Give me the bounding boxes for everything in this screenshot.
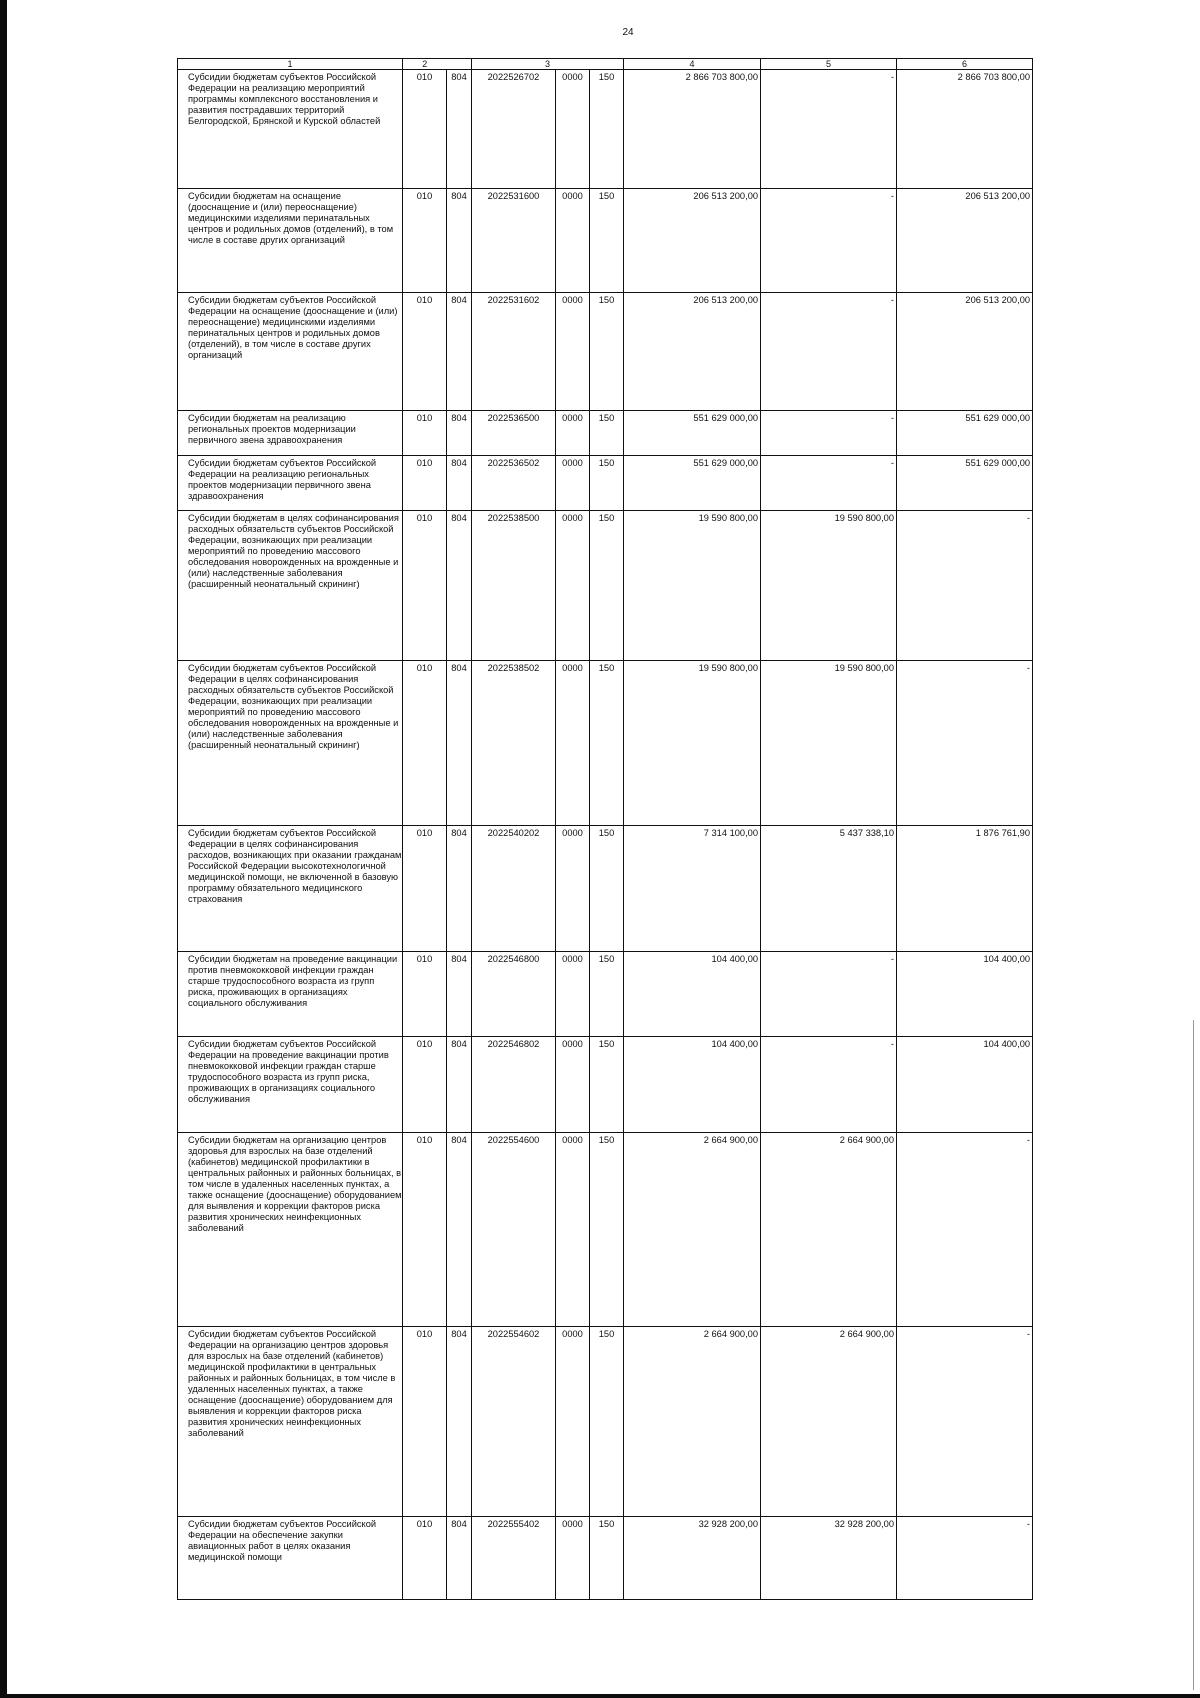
row-code-glava: 010 bbox=[403, 826, 447, 952]
row-name: Субсидии бюджетам субъектов Российской Федерации на проведение вакцинации против пневмококковой инфекции граждан старше трудоспособного возраста из групп риска, проживающих в организациях социального обслуживания bbox=[178, 1037, 403, 1133]
table-row bbox=[178, 511, 1033, 661]
row-value-4: 206 513 200,00 bbox=[624, 189, 761, 293]
row-code-admin: 804 bbox=[447, 511, 472, 661]
table-row bbox=[178, 456, 1033, 511]
row-value-5: - bbox=[761, 411, 897, 456]
row-code-admin: 804 bbox=[447, 1133, 472, 1327]
header-cell-3: 3 bbox=[472, 59, 624, 70]
page-number: 24 bbox=[622, 27, 634, 38]
row-value-4: 32 928 200,00 bbox=[624, 1517, 761, 1600]
header-cell-6: 6 bbox=[897, 59, 1033, 70]
row-code-program: 0000 bbox=[556, 293, 590, 411]
row-code-glava: 010 bbox=[403, 1327, 447, 1517]
row-code-ekr: 150 bbox=[590, 411, 624, 456]
scan-right-edge bbox=[1193, 1020, 1194, 1690]
row-code-glava: 010 bbox=[403, 1037, 447, 1133]
row-value-6: - bbox=[897, 1327, 1033, 1517]
row-code-kbk: 2022526702 bbox=[472, 70, 556, 189]
row-value-5: 19 590 800,00 bbox=[761, 511, 897, 661]
row-value-6: 206 513 200,00 bbox=[897, 189, 1033, 293]
row-code-ekr: 150 bbox=[590, 293, 624, 411]
row-code-ekr: 150 bbox=[590, 952, 624, 1037]
row-code-admin: 804 bbox=[447, 1327, 472, 1517]
row-code-ekr: 150 bbox=[590, 1133, 624, 1327]
row-value-5: - bbox=[761, 1037, 897, 1133]
table-body bbox=[178, 70, 1033, 1600]
row-code-admin: 804 bbox=[447, 189, 472, 293]
row-code-kbk: 2022536500 bbox=[472, 411, 556, 456]
row-code-admin: 804 bbox=[447, 1037, 472, 1133]
table-row bbox=[178, 1327, 1033, 1517]
row-code-program: 0000 bbox=[556, 1517, 590, 1600]
row-code-program: 0000 bbox=[556, 411, 590, 456]
row-code-ekr: 150 bbox=[590, 1037, 624, 1133]
row-code-kbk: 2022546802 bbox=[472, 1037, 556, 1133]
row-code-kbk: 2022538500 bbox=[472, 511, 556, 661]
row-code-ekr: 150 bbox=[590, 1517, 624, 1600]
row-name: Субсидии бюджетам субъектов Российской Федерации на оснащение (дооснащение и (или) переоснащение) медицинскими изделиями перинатальных центров и родильных домов (отделений), в том числе в составе других организаций bbox=[178, 293, 403, 411]
row-value-6: 551 629 000,00 bbox=[897, 411, 1033, 456]
row-value-6: 1 876 761,90 bbox=[897, 826, 1033, 952]
row-code-ekr: 150 bbox=[590, 1327, 624, 1517]
row-value-4: 206 513 200,00 bbox=[624, 293, 761, 411]
row-code-program: 0000 bbox=[556, 189, 590, 293]
row-code-program: 0000 bbox=[556, 456, 590, 511]
row-code-ekr: 150 bbox=[590, 661, 624, 826]
row-code-admin: 804 bbox=[447, 411, 472, 456]
table-row bbox=[178, 293, 1033, 411]
row-code-kbk: 2022538502 bbox=[472, 661, 556, 826]
row-value-5: 32 928 200,00 bbox=[761, 1517, 897, 1600]
row-value-6: - bbox=[897, 1133, 1033, 1327]
table-row bbox=[178, 70, 1033, 189]
row-value-4: 104 400,00 bbox=[624, 1037, 761, 1133]
row-value-4: 104 400,00 bbox=[624, 952, 761, 1037]
row-code-admin: 804 bbox=[447, 293, 472, 411]
row-code-kbk: 2022555402 bbox=[472, 1517, 556, 1600]
row-value-4: 2 664 900,00 bbox=[624, 1133, 761, 1327]
row-name: Субсидии бюджетам субъектов Российской Федерации на реализацию региональных проектов модернизации первичного звена здравоохранения bbox=[178, 456, 403, 511]
row-code-glava: 010 bbox=[403, 456, 447, 511]
row-code-glava: 010 bbox=[403, 511, 447, 661]
row-code-ekr: 150 bbox=[590, 189, 624, 293]
scan-bottom-edge bbox=[0, 1694, 1200, 1698]
row-code-program: 0000 bbox=[556, 511, 590, 661]
row-code-glava: 010 bbox=[403, 1517, 447, 1600]
row-name: Субсидии бюджетам субъектов Российской Федерации на реализацию мероприятий программы комплексного восстановления и развития пострадавших территорий Белгородской, Брянской и Курской областей bbox=[178, 70, 403, 189]
row-value-6: 206 513 200,00 bbox=[897, 293, 1033, 411]
row-name: Субсидии бюджетам на оснащение (дооснащение и (или) переоснащение) медицинскими изделиями перинатальных центров и родильных домов (отделений), в том числе в составе других организаций bbox=[178, 189, 403, 293]
row-code-ekr: 150 bbox=[590, 511, 624, 661]
header-cell-1: 1 bbox=[178, 59, 403, 70]
row-name: Субсидии бюджетам субъектов Российской Федерации в целях софинансирования расходов, возникающих при оказании гражданам Российской Федерации высокотехнологичной медицинской помощи, не включенной в базовую программу обязательного медицинского страхования bbox=[178, 826, 403, 952]
row-code-program: 0000 bbox=[556, 1037, 590, 1133]
row-code-program: 0000 bbox=[556, 661, 590, 826]
row-value-6: - bbox=[897, 511, 1033, 661]
row-code-program: 0000 bbox=[556, 1327, 590, 1517]
row-value-5: - bbox=[761, 293, 897, 411]
row-value-6: 551 629 000,00 bbox=[897, 456, 1033, 511]
scan-left-edge bbox=[0, 0, 7, 1698]
row-code-program: 0000 bbox=[556, 826, 590, 952]
table-row bbox=[178, 661, 1033, 826]
table-row bbox=[178, 1133, 1033, 1327]
row-value-5: - bbox=[761, 952, 897, 1037]
row-name: Субсидии бюджетам на организацию центров здоровья для взрослых на базе отделений (кабинетов) медицинской профилактики в центральных районных и районных больницах, в том числе в удаленных населенных пунктах, а также оснащение (дооснащение) оборудованием для выявления и коррекции факторов риска развития хронических неинфекционных заболеваний bbox=[178, 1133, 403, 1327]
header-cell-4: 4 bbox=[624, 59, 761, 70]
row-code-glava: 010 bbox=[403, 70, 447, 189]
budget-table bbox=[177, 58, 1033, 1600]
row-value-5: 19 590 800,00 bbox=[761, 661, 897, 826]
row-code-kbk: 2022554600 bbox=[472, 1133, 556, 1327]
row-code-ekr: 150 bbox=[590, 456, 624, 511]
header-cell-2-spacer bbox=[447, 59, 472, 70]
header-row bbox=[178, 59, 1033, 70]
table-row bbox=[178, 952, 1033, 1037]
row-code-kbk: 2022554602 bbox=[472, 1327, 556, 1517]
row-value-4: 19 590 800,00 bbox=[624, 661, 761, 826]
row-value-4: 2 664 900,00 bbox=[624, 1327, 761, 1517]
row-value-5: - bbox=[761, 456, 897, 511]
row-name: Субсидии бюджетам субъектов Российской Федерации на организацию центров здоровья для взрослых на базе отделений (кабинетов) медицинской профилактики в центральных районных и районных больницах, в том числе в удаленных населенных пунктах, а также оснащение (дооснащение) оборудованием для выявления и коррекции факторов риска развития хронических неинфекционных заболеваний bbox=[178, 1327, 403, 1517]
row-code-kbk: 2022540202 bbox=[472, 826, 556, 952]
row-code-admin: 804 bbox=[447, 1517, 472, 1600]
row-code-ekr: 150 bbox=[590, 70, 624, 189]
table-row bbox=[178, 826, 1033, 952]
row-name: Субсидии бюджетам субъектов Российской Федерации в целях софинансирования расходных обязательств субъектов Российской Федерации, возникающих при реализации мероприятий по проведению массового обследования новорожденных на врожденные и (или) наследственные заболевания (расширенный неонатальный скрининг) bbox=[178, 661, 403, 826]
row-value-5: 2 664 900,00 bbox=[761, 1133, 897, 1327]
table-row bbox=[178, 1037, 1033, 1133]
row-value-5: - bbox=[761, 70, 897, 189]
row-value-4: 2 866 703 800,00 bbox=[624, 70, 761, 189]
row-name: Субсидии бюджетам в целях софинансирования расходных обязательств субъектов Российской Федерации, возникающих при реализации мероприятий по проведению массового обследования новорожденных на врожденные и (или) наследственные заболевания (расширенный неонатальный скрининг) bbox=[178, 511, 403, 661]
row-code-admin: 804 bbox=[447, 952, 472, 1037]
row-value-5: 5 437 338,10 bbox=[761, 826, 897, 952]
row-code-glava: 010 bbox=[403, 293, 447, 411]
row-value-5: - bbox=[761, 189, 897, 293]
row-name: Субсидии бюджетам на проведение вакцинации против пневмококковой инфекции граждан старше трудоспособного возраста из групп риска, проживающих в организациях социального обслуживания bbox=[178, 952, 403, 1037]
row-code-program: 0000 bbox=[556, 70, 590, 189]
row-code-kbk: 2022531602 bbox=[472, 293, 556, 411]
row-code-program: 0000 bbox=[556, 1133, 590, 1327]
row-value-4: 19 590 800,00 bbox=[624, 511, 761, 661]
row-code-admin: 804 bbox=[447, 826, 472, 952]
row-code-glava: 010 bbox=[403, 189, 447, 293]
row-value-6: - bbox=[897, 661, 1033, 826]
row-value-4: 551 629 000,00 bbox=[624, 411, 761, 456]
row-value-6: 104 400,00 bbox=[897, 1037, 1033, 1133]
row-code-admin: 804 bbox=[447, 456, 472, 511]
table-row bbox=[178, 1517, 1033, 1600]
row-code-kbk: 2022546800 bbox=[472, 952, 556, 1037]
row-code-kbk: 2022531600 bbox=[472, 189, 556, 293]
header-cell-2: 2 bbox=[403, 59, 447, 70]
row-name: Субсидии бюджетам на реализацию региональных проектов модернизации первичного звена здравоохранения bbox=[178, 411, 403, 456]
row-code-glava: 010 bbox=[403, 411, 447, 456]
table-row bbox=[178, 189, 1033, 293]
header-cell-5: 5 bbox=[761, 59, 897, 70]
row-code-glava: 010 bbox=[403, 1133, 447, 1327]
row-value-6: - bbox=[897, 1517, 1033, 1600]
row-code-program: 0000 bbox=[556, 952, 590, 1037]
row-value-4: 551 629 000,00 bbox=[624, 456, 761, 511]
row-name: Субсидии бюджетам субъектов Российской Федерации на обеспечение закупки авиационных работ в целях оказания медицинской помощи bbox=[178, 1517, 403, 1600]
row-code-admin: 804 bbox=[447, 661, 472, 826]
row-code-admin: 804 bbox=[447, 70, 472, 189]
row-code-ekr: 150 bbox=[590, 826, 624, 952]
row-value-5: 2 664 900,00 bbox=[761, 1327, 897, 1517]
row-code-kbk: 2022536502 bbox=[472, 456, 556, 511]
row-code-glava: 010 bbox=[403, 952, 447, 1037]
row-code-glava: 010 bbox=[403, 661, 447, 826]
row-value-6: 104 400,00 bbox=[897, 952, 1033, 1037]
table-row bbox=[178, 411, 1033, 456]
row-value-6: 2 866 703 800,00 bbox=[897, 70, 1033, 189]
row-value-4: 7 314 100,00 bbox=[624, 826, 761, 952]
